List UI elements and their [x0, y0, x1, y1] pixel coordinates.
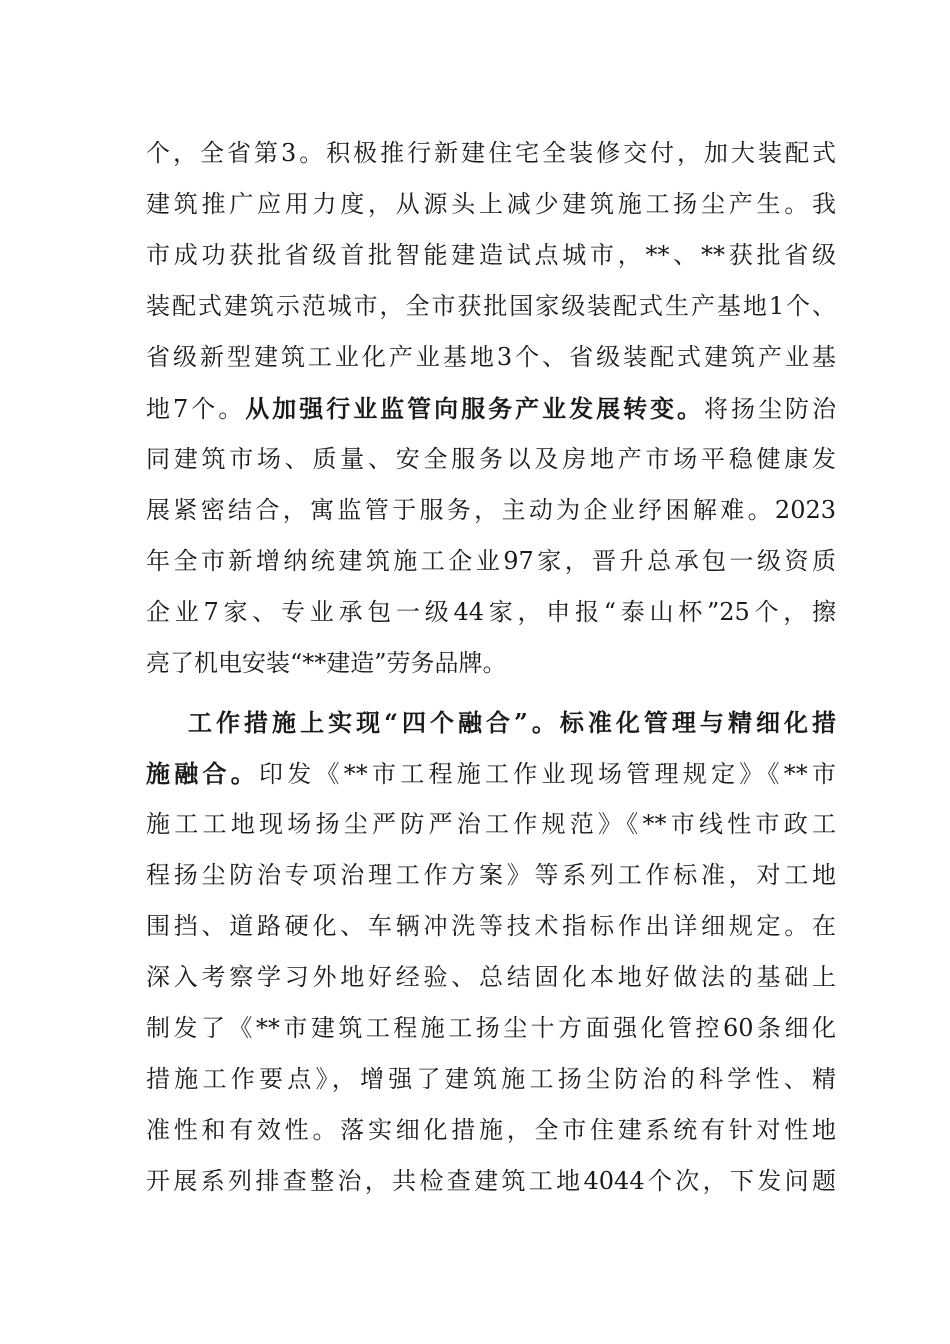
- body-text: 深入考察学习外地好经验、总结固化本地好做法的基础上: [146, 963, 836, 991]
- body-text: 年全市新增纳统建筑施工企业97家，晋升总承包一级资质: [146, 547, 836, 575]
- body-text: 程扬尘防治专项治理工作方案》等系列工作标准，对工地: [146, 861, 836, 889]
- text-line: [146, 1156, 836, 1207]
- body-text: 企业7家、专业承包一级44家，申报“泰山杯”25个，擦: [146, 598, 836, 626]
- document-body: [146, 128, 836, 1207]
- text-line: [146, 536, 836, 587]
- body-text: 印发《**市工程施工作业现场管理规定》《**市: [259, 760, 836, 788]
- paragraph: [146, 697, 836, 1207]
- bold-text: 施融合。: [146, 759, 259, 788]
- text-line: [146, 1003, 836, 1054]
- body-text: 将扬尘防治: [704, 395, 837, 423]
- paragraph: [146, 128, 836, 689]
- text-line: [146, 697, 836, 748]
- text-line: [146, 901, 836, 952]
- text-line: [146, 383, 836, 434]
- body-text: 亮了机电安装“**建造”劳务品牌。: [146, 649, 507, 677]
- body-text: 同建筑市场、质量、安全服务以及房地产市场平稳健康发: [146, 445, 836, 473]
- body-text: 个，全省第3。积极推行新建住宅全装修交付，加大装配式: [146, 139, 836, 167]
- body-text: 地7个。: [146, 395, 246, 423]
- body-text: 开展系列排查整治，共检查建筑工地4044个次，下发问题: [146, 1167, 836, 1195]
- text-line: [146, 799, 836, 850]
- bold-text: 从加强行业监管向服务产业发展转变。: [245, 394, 705, 423]
- body-text: 建筑推广应用力度，从源头上减少建筑施工扬尘产生。我: [146, 190, 836, 218]
- body-text: 准性和有效性。落实细化措施，全市住建系统有针对性地: [146, 1116, 836, 1144]
- text-line: [146, 1054, 836, 1105]
- body-text: 装配式建筑示范城市，全市获批国家级装配式生产基地1个、: [146, 292, 836, 320]
- text-line: [146, 638, 836, 689]
- body-text: 省级新型建筑工业化产业基地3个、省级装配式建筑产业基: [146, 343, 836, 371]
- text-line: [146, 485, 836, 536]
- body-text: 围挡、道路硬化、车辆冲洗等技术指标作出详细规定。在: [146, 912, 836, 940]
- text-line: [146, 587, 836, 638]
- text-line: [146, 281, 836, 332]
- body-text: 措施工作要点》，增强了建筑施工扬尘防治的科学性、精: [146, 1065, 836, 1093]
- paragraph-gap: [146, 689, 836, 697]
- text-line: [146, 230, 836, 281]
- body-text: 制发了《**市建筑工程施工扬尘十方面强化管控60条细化: [146, 1014, 836, 1042]
- bold-text: 工作措施上实现“四个融合”。标准化管理与精细化措: [188, 708, 836, 737]
- body-text: 展紧密结合，寓监管于服务，主动为企业纾困解难。2023: [146, 496, 836, 524]
- text-line: [146, 128, 836, 179]
- text-line: [146, 748, 836, 799]
- text-line: [146, 332, 836, 383]
- text-line: [146, 850, 836, 901]
- body-text: 施工工地现场扬尘严防严治工作规范》《**市线性市政工: [146, 810, 836, 838]
- text-line: [146, 1105, 836, 1156]
- text-line: [146, 952, 836, 1003]
- body-text: 市成功获批省级首批智能建造试点城市，**、**获批省级: [146, 241, 836, 269]
- text-line: [146, 434, 836, 485]
- text-line: [146, 179, 836, 230]
